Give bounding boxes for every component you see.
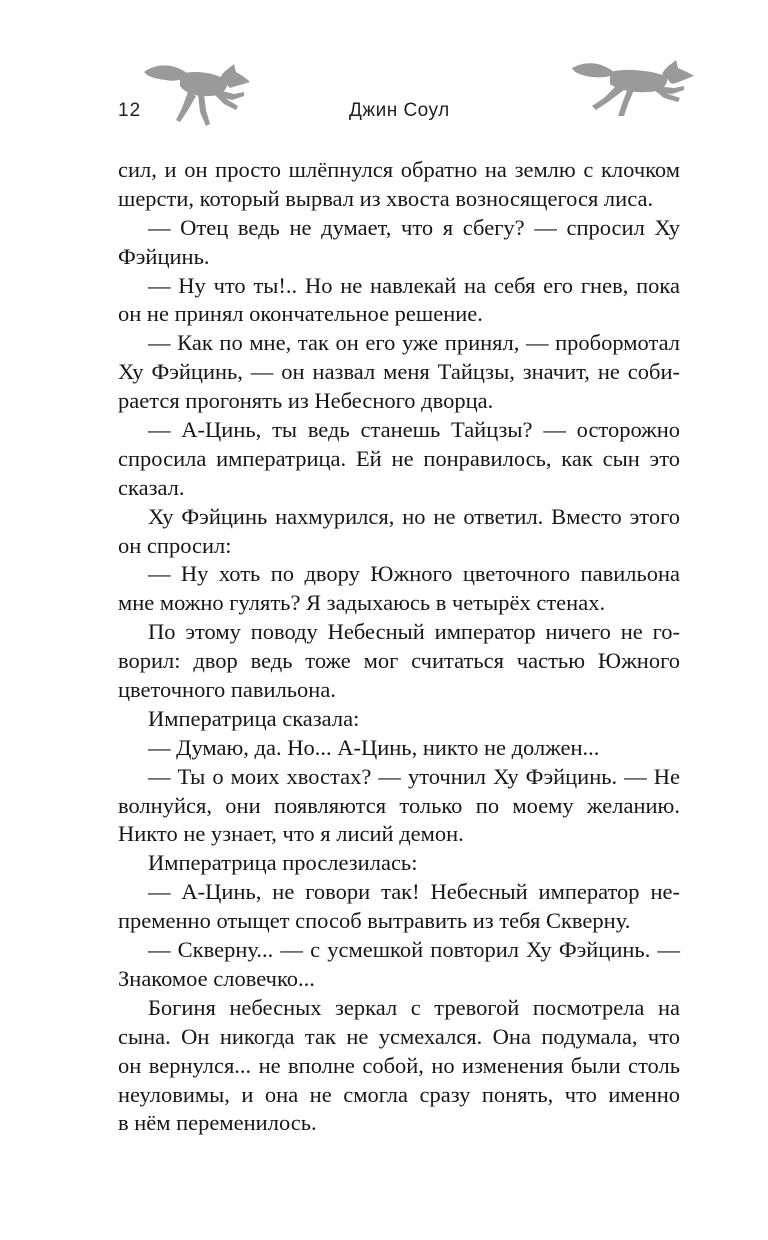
text-line: пременно отыщет способ вытравить из тебя Скверну. [118, 908, 631, 934]
text-line: Никто не узнает, что я лисий демон. [118, 821, 464, 847]
text-line: в нём переменилось. [118, 1110, 317, 1136]
text-line: — Отец ведь не думает, что я сбегу? — спросил Ху [148, 214, 680, 240]
text-line: — А-Цинь, не говори так! Небесный император не- [148, 879, 680, 905]
text-line: сказал. [118, 474, 185, 500]
running-head-author: Джин Соул [349, 100, 450, 121]
text-line: — Ты о моих хвостах? — уточнил Ху Фэйцинь. — Не [148, 763, 680, 789]
text-line: сил, и он просто шлёпнулся обратно на землю с клочком [118, 157, 680, 182]
text-line: рается прогонять из Небесного дворца. [118, 388, 494, 414]
text-line: Императрица сказала: [148, 705, 360, 731]
text-line: — Ну что ты!.. Но не навлекай на себя его гнев, пока [148, 272, 680, 298]
text-line: Ху Фэйцинь нахмурился, но не ответил. Вместо этого [148, 503, 680, 529]
text-line: сына. Он никогда так не усмехался. Она подумала, что [118, 1023, 680, 1049]
text-line: он не принял окончательное решение. [118, 301, 483, 327]
text-line: шерсти, который вырвал из хвоста возносящегося лиса. [118, 185, 654, 211]
fox-leaping-icon [570, 58, 696, 118]
text-line: По этому поводу Небесный император ничего не го- [148, 619, 680, 645]
text-line: Богиня небесных зеркал с тревогой посмотрела на [148, 994, 680, 1020]
text-line: волнуйся, они появляются только по моему желанию. [118, 792, 680, 818]
text-line: спросила императрица. Ей не понравилось, как сын это [118, 445, 680, 471]
text-line: Императрица прослезилась: [148, 850, 418, 876]
fox-running-icon [140, 50, 252, 128]
text-line: — Думаю, да. Но... А-Цинь, никто не должен... [148, 734, 600, 760]
text-line: цветочного павильона. [118, 677, 336, 703]
body-text [118, 156, 680, 1138]
text-line: Знакомое словечко... [118, 965, 315, 991]
text-line: — Ну хоть по двору Южного цветочного павильона [148, 561, 680, 587]
text-line: — А-Цинь, ты ведь станешь Тайцзы? — осторожно [148, 417, 680, 443]
text-line: неуловимы, и она не смогла сразу понять, что именно [118, 1081, 680, 1107]
page-number: 12 [118, 100, 142, 121]
text-line: мне можно гулять? Я задыхаюсь в четырёх стенах. [118, 590, 606, 616]
text-line: — Как по мне, так он его уже принял, — пробормотал [148, 330, 680, 356]
text-line: — Скверну... — с усмешкой повторил Ху Фэйцинь. — [148, 937, 680, 963]
text-line: Фэйцинь. [118, 243, 210, 269]
text-line: он вернулся... не вполне собой, но изменения были столь [118, 1052, 680, 1078]
text-line: Ху Фэйцинь, — он назвал меня Тайцзы, значит, не соби- [118, 359, 680, 385]
text-line: ворил: двор ведь тоже мог считаться частью Южного [118, 648, 680, 674]
text-line: он спросил: [118, 532, 232, 558]
